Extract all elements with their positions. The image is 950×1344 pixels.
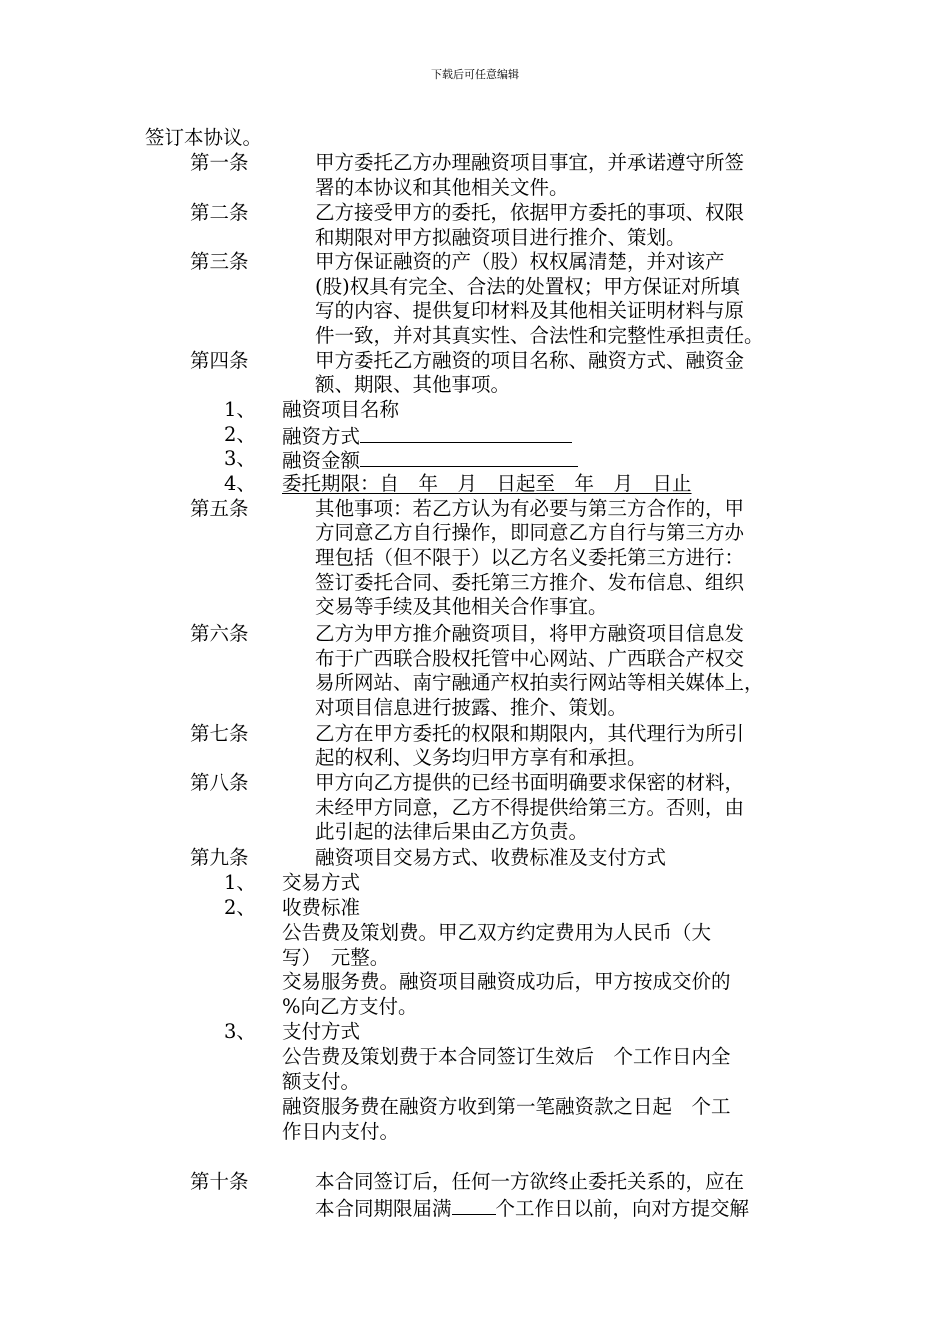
article-4-item-4-num: 4、 (224, 472, 256, 495)
fee-line-3: 交易服务费。融资项目融资成功后，甲方按成交价的 (282, 970, 731, 993)
article-8-line-2: 未经甲方同意，乙方不得提供给第三方。否则，由 (315, 796, 745, 819)
intro-line: 签订本协议。 (145, 126, 263, 149)
article-6-label: 第六条 (190, 622, 249, 645)
article-4-item-3 (282, 447, 578, 474)
payment-line-1: 公告费及策划费于本合同签订生效后 个工作日内全 (282, 1045, 731, 1068)
payment-line-4: 作日内支付。 (282, 1120, 400, 1143)
article-1-label: 第一条 (190, 151, 249, 174)
page-header-note: 下载后可任意编辑 (431, 68, 519, 81)
article-9-item-3-num: 3、 (224, 1020, 256, 1043)
article-8-label: 第八条 (190, 771, 249, 794)
article-7-label: 第七条 (190, 722, 249, 745)
article-3-line-3: 写的内容、提供复印材料及其他相关证明材料与原 (315, 299, 745, 322)
article-2-line-2: 和期限对甲方拟融资项目进行推介、策划。 (315, 226, 686, 249)
fee-line-2: 写） 元整。 (282, 946, 390, 969)
article-6-line-3: 易所网站、南宁融通产权拍卖行网站等相关媒体上， (315, 671, 764, 694)
article-7-line-1: 乙方在甲方委托的权限和期限内，其代理行为所引 (315, 722, 745, 745)
article-9-item-3-text: 支付方式 (282, 1020, 361, 1043)
article-9-line-1: 融资项目交易方式、收费标准及支付方式 (315, 846, 667, 869)
article-8-line-1: 甲方向乙方提供的已经书面明确要求保密的材料， (315, 771, 745, 794)
article-4-item-3-num: 3、 (224, 447, 256, 470)
article-9-item-1-num: 1、 (224, 871, 256, 894)
article-1-line-1: 甲方委托乙方办理融资项目事宜，并承诺遵守所签 (315, 151, 745, 174)
article-4-item-2-num: 2、 (224, 423, 256, 446)
article-5-line-4: 签订委托合同、委托第三方推介、发布信息、组织 (315, 571, 745, 594)
article-6-line-1: 乙方为甲方推介融资项目，将甲方融资项目信息发 (315, 622, 745, 645)
fee-line-4: %向乙方支付。 (282, 995, 418, 1018)
article-9-label: 第九条 (190, 846, 249, 869)
article-8-line-3: 此引起的法律后果由乙方负责。 (315, 820, 589, 843)
financing-amount-blank (360, 447, 578, 467)
article-3-line-1: 甲方保证融资的产（股）权权属清楚，并对该产 (315, 250, 725, 273)
article-6-line-2: 布于广西联合股权托管中心网站、广西联合产权交 (315, 647, 745, 670)
article-4-label: 第四条 (190, 349, 249, 372)
article-4-line-2: 额、期限、其他事项。 (315, 373, 511, 396)
article-4-line-1: 甲方委托乙方融资的项目名称、融资方式、融资金 (315, 349, 745, 372)
article-2-label: 第二条 (190, 201, 249, 224)
article-1-line-2: 署的本协议和其他相关文件。 (315, 176, 569, 199)
article-10-line-2-b: 个工作日以前，向对方提交解 (495, 1197, 750, 1220)
article-3-line-4: 件一致，并对其真实性、合法性和完整性承担责任。 (315, 324, 764, 347)
article-9-item-2-num: 2、 (224, 896, 256, 919)
article-5-line-2: 方同意乙方自行操作，即同意乙方自行与第三方办 (315, 521, 745, 544)
article-5-line-1: 其他事项：若乙方认为有必要与第三方合作的，甲 (315, 497, 745, 520)
article-10-line-1: 本合同签订后，任何一方欲终止委托关系的，应在 (315, 1170, 745, 1193)
article-10-line-2-a: 本合同期限届满 (315, 1197, 452, 1220)
article-4-item-1-text: 融资项目名称 (282, 398, 400, 421)
article-7-line-2: 起的权利、义务均归甲方享有和承担。 (315, 746, 647, 769)
article-4-item-4-text: 委托期限：自 年 月 日起至 年 月 日止 (282, 472, 692, 495)
article-5-label: 第五条 (190, 497, 249, 520)
fee-line-1: 公告费及策划费。甲乙双方约定费用为人民币（大 (282, 921, 712, 944)
article-6-line-4: 对项目信息进行披露、推介、策划。 (315, 696, 628, 719)
financing-method-blank (360, 423, 572, 443)
working-days-blank (452, 1195, 496, 1215)
payment-line-3: 融资服务费在融资方收到第一笔融资款之日起 个工 (282, 1095, 731, 1118)
article-4-item-1-num: 1、 (224, 398, 256, 421)
article-10-line-2 (315, 1195, 749, 1222)
article-2-line-1: 乙方接受甲方的委托，依据甲方委托的事项、权限 (315, 201, 745, 224)
article-5-line-3: 理包括（但不限于）以乙方名义委托第三方进行： (315, 546, 745, 569)
article-9-item-1-text: 交易方式 (282, 871, 361, 894)
article-10-label: 第十条 (190, 1170, 249, 1193)
article-4-item-2-text: 融资方式 (282, 425, 361, 448)
article-9-item-2-text: 收费标准 (282, 896, 361, 919)
payment-line-2: 额支付。 (282, 1070, 361, 1093)
article-5-line-5: 交易等手续及其他相关合作事宜。 (315, 595, 608, 618)
article-3-line-2: (股)权具有完全、合法的处置权；甲方保证对所填 (315, 275, 740, 298)
article-3-label: 第三条 (190, 250, 249, 273)
article-4-item-3-text: 融资金额 (282, 449, 361, 472)
article-4-item-2 (282, 423, 572, 450)
